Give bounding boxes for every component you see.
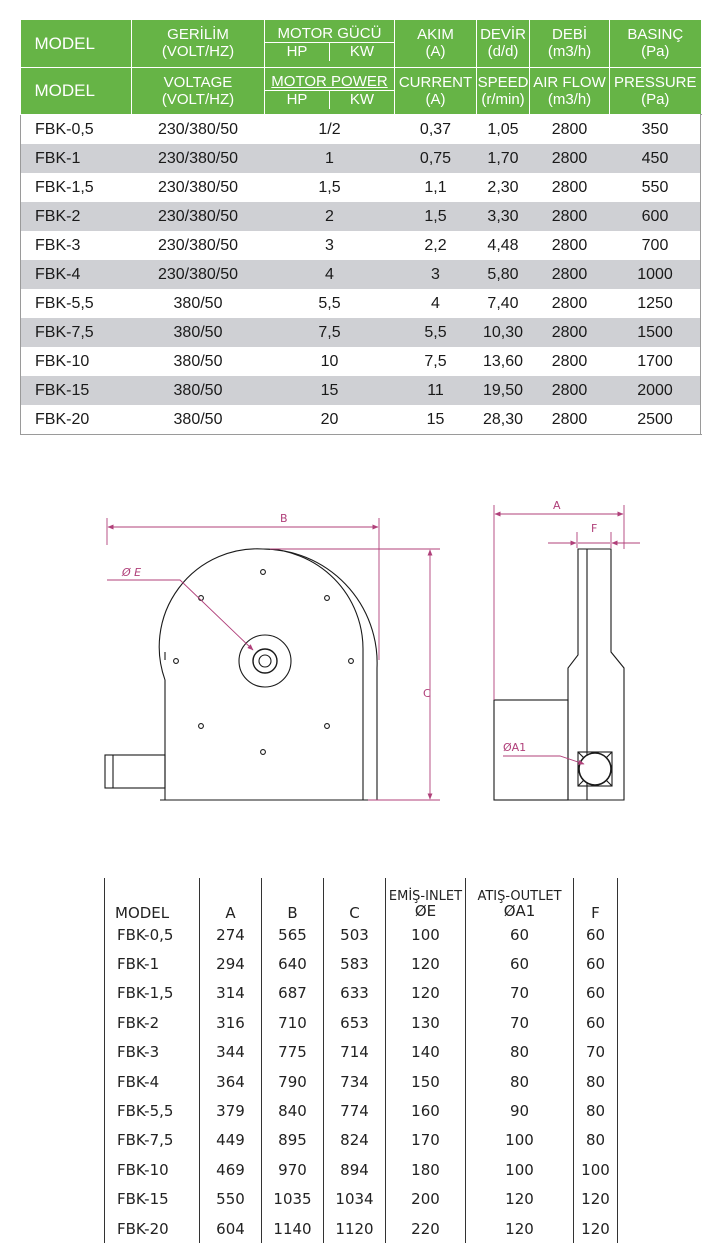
header-current-tr: [395, 20, 477, 67]
spec-cell-hp: 20: [320, 410, 339, 428]
dim-cell-outlet-a1: 80: [466, 1038, 574, 1067]
dim-cell-c: 894: [324, 1155, 386, 1184]
dim-cell-b: 640: [262, 949, 324, 978]
power-hp-tr: HP: [286, 43, 308, 61]
dim-cell-c: 503: [324, 920, 386, 949]
spec-cell-hp: 5,5: [318, 294, 341, 312]
current-title-en: CURRENT: [398, 73, 473, 91]
side-view: [494, 549, 624, 800]
dim-cell-inlet-e: 120: [386, 979, 466, 1008]
power-hp-en: HP: [286, 90, 308, 108]
spec-cell-flow: 2000: [610, 376, 701, 405]
dim-cell-model: FBK-2: [105, 1008, 200, 1037]
speed-unit-tr: (d/d): [487, 43, 519, 61]
dimension-e-leader: [107, 580, 253, 650]
flow-title-tr: DEBİ: [551, 26, 587, 44]
spec-cell-current: 4,48: [487, 236, 519, 254]
spec-cell-voltage: 230/380/50: [132, 260, 265, 289]
dimension-b-label: B: [280, 512, 288, 525]
spec-cell-kw: 4: [431, 294, 440, 312]
dim-cell-f: 120: [574, 1214, 618, 1243]
dim-cell-a: 604: [200, 1214, 262, 1243]
spec-cell-speed: 2800: [530, 260, 610, 289]
spec-cell-current: 19,50: [477, 376, 530, 405]
dim-cell-inlet-e: 160: [386, 1096, 466, 1125]
spec-cell-flow: 2500: [637, 410, 673, 428]
dim-cell-b: 1035: [262, 1185, 324, 1214]
dim-cell-inlet-e: 100: [386, 920, 466, 949]
spec-cell-speed: 2800: [530, 376, 610, 405]
spec-cell-speed: 2800: [530, 144, 610, 173]
front-housing-outline: [159, 549, 363, 800]
dim-cell-model: FBK-3: [105, 1038, 200, 1067]
spec-cell-speed: 2800: [551, 236, 588, 254]
dim-header-row: [105, 878, 618, 920]
dim-cell-inlet-e: 200: [386, 1185, 466, 1214]
dim-cell-f: 60: [574, 979, 618, 1008]
spec-cell-model: FBK-0,5: [35, 120, 94, 138]
dim-cell-f: 60: [574, 920, 618, 949]
power-title-tr: MOTOR GÜCÜ: [265, 25, 394, 43]
dim-cell-b: 790: [262, 1067, 324, 1096]
dim-cell-f: 60: [574, 949, 618, 978]
dim-cell-a: 469: [200, 1155, 262, 1184]
dim-cell-a: 449: [200, 1126, 262, 1155]
flow-unit-tr: (m3/h): [547, 43, 592, 61]
spec-cell-model: FBK-20: [35, 410, 90, 428]
spec-cell-kw: 0,75: [395, 144, 477, 173]
spec-cell-voltage: 230/380/50: [157, 178, 239, 196]
spec-row: [21, 202, 701, 231]
spec-cell-model: FBK-7,5: [21, 318, 132, 347]
spec-cell-hp: 2: [265, 202, 395, 231]
dim-row: [105, 979, 618, 1008]
spec-cell-hp: 3: [325, 236, 334, 254]
spec-cell-kw: 2,2: [424, 236, 447, 254]
spec-cell-model: FBK-3: [35, 236, 81, 254]
dim-cell-c: 1034: [324, 1185, 386, 1214]
dimension-e-label: Ø E: [122, 566, 142, 579]
dim-cell-f: 60: [574, 1008, 618, 1037]
spec-cell-voltage: 230/380/50: [157, 120, 239, 138]
spec-header-tr: [21, 20, 701, 67]
dim-header-c: C: [324, 878, 386, 920]
current-unit-tr: (A): [425, 43, 446, 61]
dim-cell-b: 840: [262, 1096, 324, 1125]
speed-title-en: SPEED: [477, 73, 529, 91]
header-flow-en: [530, 67, 610, 114]
spec-cell-flow: 700: [641, 236, 669, 254]
header-pressure-en: [610, 67, 701, 114]
spec-cell-speed: 2800: [551, 294, 588, 312]
dim-cell-c: 774: [324, 1096, 386, 1125]
dim-row: [105, 1096, 618, 1125]
spec-cell-hp: 4: [265, 260, 395, 289]
header-current-en: [395, 67, 477, 114]
dim-cell-c: 583: [324, 949, 386, 978]
spec-cell-current: 2,30: [487, 178, 519, 196]
dim-cell-f: 100: [574, 1155, 618, 1184]
header-voltage-tr: [132, 20, 265, 67]
dim-cell-a: 379: [200, 1096, 262, 1125]
dim-cell-model: FBK-15: [105, 1185, 200, 1214]
dim-cell-model: FBK-7,5: [105, 1126, 200, 1155]
shaft-hub-inner: [259, 655, 271, 667]
dim-cell-b: 565: [262, 920, 324, 949]
front-view: [105, 549, 380, 800]
spec-cell-kw: 11: [395, 376, 477, 405]
dim-header-f: F: [574, 878, 618, 920]
dim-cell-model: FBK-20: [105, 1214, 200, 1243]
header-flow-tr: [530, 20, 610, 67]
dimension-a-label: A: [553, 499, 561, 512]
spec-table-body: [21, 114, 701, 434]
current-title-tr: AKIM: [417, 26, 454, 44]
dim-cell-b: 710: [262, 1008, 324, 1037]
spec-cell-current: 5,80: [477, 260, 530, 289]
spec-row: [21, 318, 701, 347]
dim-cell-b: 895: [262, 1126, 324, 1155]
dim-cell-model: FBK-10: [105, 1155, 200, 1184]
dim-cell-a: 364: [200, 1067, 262, 1096]
spec-row: [21, 405, 701, 435]
spec-cell-kw: 0,37: [419, 120, 452, 138]
dim-header-a: A: [200, 878, 262, 920]
dim-header-outlet: [466, 878, 574, 920]
dim-row: [105, 1155, 618, 1184]
dim-cell-a: 314: [200, 979, 262, 1008]
voltage-title-tr: GERİLİM: [167, 26, 229, 44]
spec-cell-hp: 1/2: [318, 120, 341, 138]
spec-cell-flow: 450: [610, 144, 701, 173]
spec-cell-kw: 3: [395, 260, 477, 289]
dim-cell-a: 274: [200, 920, 262, 949]
dim-cell-b: 687: [262, 979, 324, 1008]
pressure-unit-en: (Pa): [641, 90, 670, 108]
spec-cell-current: 3,30: [477, 202, 530, 231]
inlet-symbol: ØE: [414, 902, 437, 920]
dimension-c-label: C: [423, 687, 431, 700]
header-speed-en: [477, 67, 530, 114]
outlet-symbol: ØA1: [503, 902, 536, 920]
spec-cell-flow: 550: [641, 178, 669, 196]
dimension-a1-leader: [503, 756, 584, 764]
spec-row: [21, 114, 701, 144]
spec-cell-model: FBK-10: [35, 352, 90, 370]
mounting-holes: [174, 570, 354, 755]
current-unit-en: (A): [425, 90, 446, 108]
header-pressure-tr: [610, 20, 701, 67]
spec-cell-voltage: 380/50: [173, 294, 223, 312]
dim-cell-inlet-e: 130: [386, 1008, 466, 1037]
spec-row: [21, 376, 701, 405]
dimension-table-body: [105, 920, 618, 1243]
dim-cell-inlet-e: 180: [386, 1155, 466, 1184]
dim-cell-outlet-a1: 100: [466, 1126, 574, 1155]
header-voltage-en: [132, 67, 265, 114]
spec-cell-model: FBK-15: [21, 376, 132, 405]
spec-cell-kw: 15: [426, 410, 445, 428]
volute-outline: [263, 549, 377, 800]
dim-row: [105, 1067, 618, 1096]
spec-cell-speed: 2800: [530, 318, 610, 347]
spec-cell-hp: 7,5: [265, 318, 395, 347]
spec-cell-current: 7,40: [487, 294, 519, 312]
spec-cell-current: 1,70: [477, 144, 530, 173]
spec-cell-voltage: 380/50: [173, 352, 223, 370]
outlet-title: ATIŞ-OUTLET: [477, 889, 562, 904]
dim-cell-outlet-a1: 60: [466, 949, 574, 978]
motor-flange: [239, 635, 291, 687]
dim-cell-outlet-a1: 80: [466, 1067, 574, 1096]
spec-cell-voltage: 230/380/50: [132, 144, 265, 173]
spec-cell-voltage: 230/380/50: [157, 236, 239, 254]
spec-cell-current: 1,05: [487, 120, 519, 138]
dim-cell-model: FBK-1,5: [105, 979, 200, 1008]
pressure-unit-tr: (Pa): [641, 43, 670, 61]
dim-cell-c: 714: [324, 1038, 386, 1067]
spec-cell-voltage: 380/50: [173, 410, 223, 428]
header-model-en: MODEL: [21, 67, 132, 114]
spec-cell-kw: 1,5: [395, 202, 477, 231]
spec-cell-voltage: 380/50: [132, 318, 265, 347]
spec-header-en: [21, 67, 701, 114]
dim-cell-inlet-e: 120: [386, 949, 466, 978]
spec-cell-hp: 10: [320, 352, 339, 370]
dim-cell-c: 653: [324, 1008, 386, 1037]
dim-cell-f: 70: [574, 1038, 618, 1067]
spec-table: [20, 20, 701, 435]
power-title-en: MOTOR POWER: [265, 73, 394, 91]
spec-cell-model: FBK-1: [21, 144, 132, 173]
flow-unit-en: (m3/h): [547, 90, 592, 108]
dim-cell-outlet-a1: 70: [466, 1008, 574, 1037]
spec-cell-flow: 1500: [610, 318, 701, 347]
dim-row: [105, 949, 618, 978]
dim-cell-a: 294: [200, 949, 262, 978]
spec-cell-flow: 1700: [637, 352, 673, 370]
spec-row: [21, 260, 701, 289]
spec-cell-model: FBK-1,5: [35, 178, 94, 196]
fan-technical-drawing: [0, 480, 719, 820]
voltage-unit-tr: (VOLT/HZ): [161, 43, 235, 61]
dim-cell-model: FBK-5,5: [105, 1096, 200, 1125]
spec-row: [21, 231, 701, 260]
dim-cell-inlet-e: 150: [386, 1067, 466, 1096]
spec-cell-flow: 350: [641, 120, 669, 138]
dim-row: [105, 1038, 618, 1067]
dim-row: [105, 1185, 618, 1214]
dim-cell-c: 633: [324, 979, 386, 1008]
spec-row: [21, 289, 701, 318]
dim-cell-model: FBK-0,5: [105, 920, 200, 949]
spec-cell-flow: 600: [610, 202, 701, 231]
dim-row: [105, 1214, 618, 1243]
dim-cell-outlet-a1: 100: [466, 1155, 574, 1184]
dim-header-model: MODEL: [105, 878, 200, 920]
dim-cell-f: 80: [574, 1067, 618, 1096]
dimension-f-label: F: [591, 522, 598, 535]
spec-cell-current: 28,30: [482, 410, 524, 428]
spec-cell-kw: 5,5: [395, 318, 477, 347]
spec-row: [21, 144, 701, 173]
spec-cell-current: 10,30: [477, 318, 530, 347]
dim-row: [105, 920, 618, 949]
outlet-flange-front: [105, 755, 165, 788]
voltage-title-en: VOLTAGE: [163, 73, 233, 91]
dim-row: [105, 1126, 618, 1155]
flow-title-en: AIR FLOW: [533, 73, 606, 91]
dim-cell-c: 1120: [324, 1214, 386, 1243]
dim-cell-b: 1140: [262, 1214, 324, 1243]
spec-cell-hp: 1,5: [318, 178, 341, 196]
spec-cell-flow: 1000: [610, 260, 701, 289]
dim-cell-inlet-e: 140: [386, 1038, 466, 1067]
dim-cell-outlet-a1: 70: [466, 979, 574, 1008]
power-kw-en: KW: [329, 91, 394, 109]
spec-cell-speed: 2800: [551, 178, 588, 196]
dim-cell-inlet-e: 170: [386, 1126, 466, 1155]
spec-cell-hp: 1: [265, 144, 395, 173]
dim-cell-a: 316: [200, 1008, 262, 1037]
header-model-tr: MODEL: [21, 20, 132, 67]
pressure-title-en: PRESSURE: [613, 73, 697, 91]
power-kw-tr: KW: [329, 43, 394, 61]
dim-cell-b: 775: [262, 1038, 324, 1067]
spec-cell-flow: 1250: [637, 294, 673, 312]
dim-cell-c: 824: [324, 1126, 386, 1155]
side-dimensions: [494, 505, 640, 764]
dim-cell-outlet-a1: 60: [466, 920, 574, 949]
dim-cell-c: 734: [324, 1067, 386, 1096]
inlet-title: EMİŞ-INLET: [388, 889, 463, 904]
spec-cell-voltage: 230/380/50: [132, 202, 265, 231]
dim-cell-outlet-a1: 120: [466, 1214, 574, 1243]
voltage-unit-en: (VOLT/HZ): [161, 90, 235, 108]
speed-title-tr: DEVİR: [480, 26, 526, 44]
dimension-a1-label: ØA1: [503, 741, 527, 754]
spec-cell-current: 13,60: [482, 352, 524, 370]
header-power-en: [265, 67, 395, 114]
dim-cell-f: 80: [574, 1096, 618, 1125]
speed-unit-en: (r/min): [481, 90, 525, 108]
dim-header-inlet: [386, 878, 466, 920]
front-dimensions: [107, 518, 440, 800]
dim-header-b: B: [262, 878, 324, 920]
spec-cell-hp: 15: [265, 376, 395, 405]
header-power-tr: [265, 20, 395, 67]
header-speed-tr: [477, 20, 530, 67]
dim-cell-b: 970: [262, 1155, 324, 1184]
pressure-title-tr: BASINÇ: [627, 26, 684, 44]
spec-cell-kw: 7,5: [424, 352, 447, 370]
dim-cell-f: 80: [574, 1126, 618, 1155]
spec-cell-model: FBK-4: [21, 260, 132, 289]
spec-cell-speed: 2800: [551, 120, 588, 138]
spec-cell-kw: 1,1: [424, 178, 447, 196]
dim-row: [105, 1008, 618, 1037]
dim-cell-outlet-a1: 90: [466, 1096, 574, 1125]
spec-cell-speed: 2800: [551, 352, 588, 370]
dim-cell-inlet-e: 220: [386, 1214, 466, 1243]
dimension-table: [104, 878, 618, 1243]
dim-cell-a: 550: [200, 1185, 262, 1214]
shaft-hub-outer: [253, 649, 277, 673]
dim-cell-outlet-a1: 120: [466, 1185, 574, 1214]
dim-cell-model: FBK-1: [105, 949, 200, 978]
dim-cell-f: 120: [574, 1185, 618, 1214]
side-outlet-circle: [579, 753, 611, 785]
spec-cell-model: FBK-5,5: [35, 294, 94, 312]
spec-cell-speed: 2800: [530, 202, 610, 231]
spec-cell-model: FBK-2: [21, 202, 132, 231]
spec-row: [21, 347, 701, 376]
spec-cell-speed: 2800: [551, 410, 588, 428]
dim-cell-a: 344: [200, 1038, 262, 1067]
spec-row: [21, 173, 701, 202]
spec-cell-voltage: 380/50: [132, 376, 265, 405]
dim-cell-model: FBK-4: [105, 1067, 200, 1096]
